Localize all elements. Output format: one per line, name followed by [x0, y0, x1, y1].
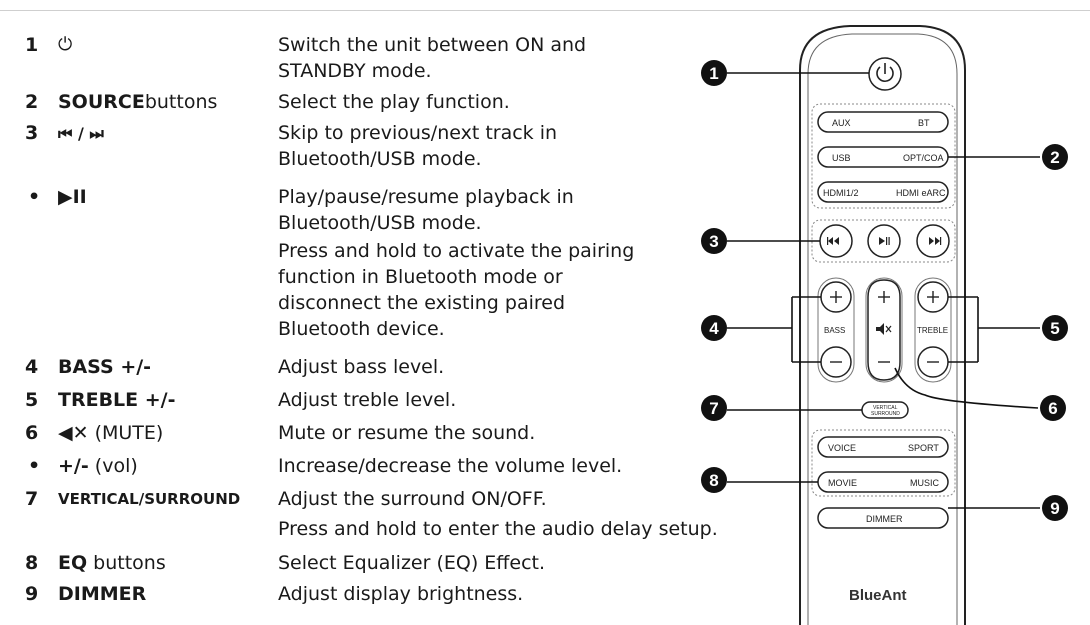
- row-number: 5: [25, 389, 39, 411]
- row-number: 6: [25, 422, 39, 444]
- row-desc-1b: STANDBY mode.: [278, 60, 432, 82]
- row-desc-pp-c: Press and hold to activate the pairing: [278, 240, 635, 262]
- callout-2: 2: [1050, 148, 1060, 167]
- row-desc-7b: Press and hold to enter the audio delay setup.: [278, 518, 718, 540]
- row-desc-pp-b: Bluetooth/USB mode.: [278, 212, 482, 234]
- row-number: 9: [25, 583, 39, 605]
- skip-icons: ⏮ / ⏭: [58, 124, 104, 143]
- row-desc-pp-d: function in Bluetooth mode or: [278, 266, 563, 288]
- prev-icon: [828, 237, 833, 245]
- mute-icon: ◀✕ (MUTE): [58, 422, 164, 444]
- row-desc-4: Adjust bass level.: [278, 356, 445, 378]
- row-desc-pp-e: disconnect the existing paired: [278, 292, 566, 314]
- callout-4: 4: [709, 319, 719, 338]
- row-desc-vol: Increase/decrease the volume level.: [278, 455, 623, 477]
- remote-illustration: [690, 20, 1090, 625]
- row-key: DIMMER: [58, 583, 147, 605]
- callout-7: 7: [709, 399, 719, 418]
- dimmer-label: DIMMER: [866, 514, 903, 524]
- power-icon: ⏻: [58, 34, 73, 55]
- row-desc-7a: Adjust the surround ON/OFF.: [278, 488, 547, 510]
- aux-label: AUX: [832, 118, 851, 128]
- usb-label: USB: [832, 153, 851, 163]
- bass-label: BASS: [824, 326, 846, 335]
- opt-label: OPT/COA: [903, 153, 944, 163]
- brand-logo: BlueAnt: [849, 587, 907, 604]
- row-bullet: •: [28, 186, 41, 208]
- callout-9: 9: [1050, 499, 1060, 518]
- sport-label: SPORT: [908, 443, 939, 453]
- row-number: 7: [25, 488, 39, 510]
- callout-8: 8: [709, 471, 719, 490]
- row-desc-3a: Skip to previous/next track in: [278, 122, 558, 144]
- callout-3: 3: [709, 232, 719, 251]
- row-key: VERTICAL/SURROUND: [58, 490, 241, 508]
- row-desc-3b: Bluetooth/USB mode.: [278, 148, 482, 170]
- row-desc-6: Mute or resume the sound.: [278, 422, 536, 444]
- row-key: BASS +/-: [58, 356, 152, 378]
- row-key: EQ buttons: [58, 552, 166, 574]
- bt-label: BT: [918, 118, 930, 128]
- voice-label: VOICE: [828, 443, 857, 453]
- vs-label-2: SURROUND: [871, 411, 900, 417]
- row-bullet: •: [28, 455, 41, 477]
- hdmi-label: HDMI1/2: [823, 188, 859, 198]
- play-pause-icon: ▶II: [58, 186, 87, 208]
- row-key: +/- (vol): [58, 455, 138, 477]
- row-number: 3: [25, 122, 39, 144]
- row-number: 4: [25, 356, 39, 378]
- row-number: 8: [25, 552, 39, 574]
- power-icon: [877, 63, 893, 81]
- row-key: SOURCEbuttons: [58, 91, 218, 113]
- callout-5: 5: [1050, 319, 1060, 338]
- row-desc-pp-a: Play/pause/resume playback in: [278, 186, 574, 208]
- row-desc-2: Select the play function.: [278, 91, 510, 113]
- row-desc-5: Adjust treble level.: [278, 389, 457, 411]
- treble-label: TREBLE: [917, 326, 949, 335]
- row-key: TREBLE +/-: [58, 389, 176, 411]
- next-icon: [929, 237, 934, 245]
- mute-icon: [876, 323, 884, 335]
- callout-6: 6: [1048, 399, 1058, 418]
- row-number: 2: [25, 91, 39, 113]
- row-number: 1: [25, 34, 39, 56]
- earc-label: HDMI eARC: [896, 188, 946, 198]
- row-desc-9: Adjust display brightness.: [278, 583, 524, 605]
- row-desc-1a: Switch the unit between ON and: [278, 34, 587, 56]
- callout-1: 1: [709, 64, 719, 83]
- vs-label-1: VERTICAL: [873, 405, 898, 411]
- movie-label: MOVIE: [828, 478, 858, 488]
- top-rule: [0, 0, 1090, 11]
- row-desc-pp-f: Bluetooth device.: [278, 318, 445, 340]
- play-icon: [879, 237, 885, 245]
- row-desc-8: Select Equalizer (EQ) Effect.: [278, 552, 546, 574]
- music-label: MUSIC: [910, 478, 939, 488]
